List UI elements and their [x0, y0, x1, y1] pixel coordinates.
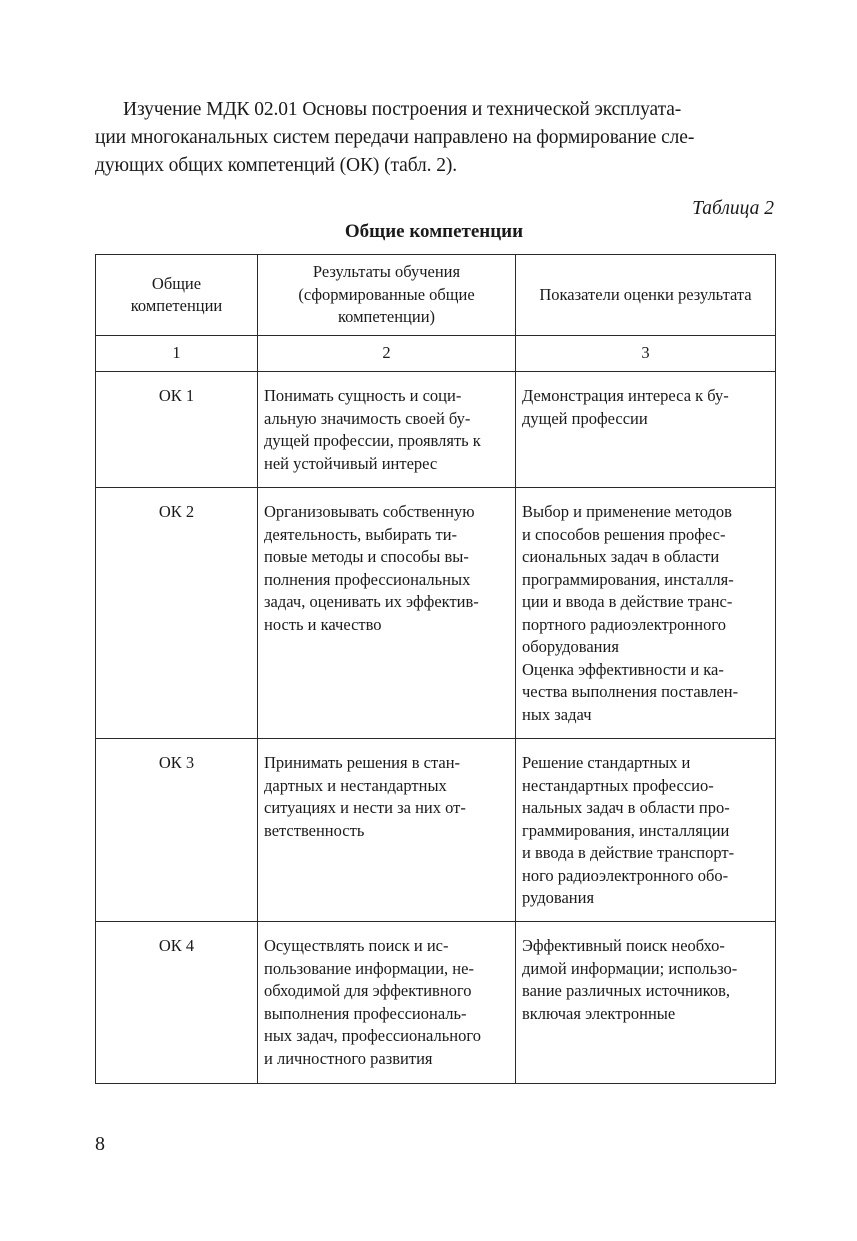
learning-result-line: альную значимость своей бу- — [264, 408, 471, 428]
learning-result — [258, 488, 516, 739]
evaluation-indicator-line: граммирования, инсталляции — [522, 820, 730, 840]
table-row — [96, 922, 776, 1084]
column-number: 1 — [96, 336, 258, 372]
evaluation-indicator-line: портного радиоэлектронного — [522, 614, 726, 634]
competency-code: ОК 1 — [96, 372, 258, 488]
learning-result — [258, 739, 516, 922]
evaluation-indicator-line: включая электронные — [522, 1003, 676, 1023]
evaluation-indicator-line: и ввода в действие транспорт- — [522, 843, 735, 862]
evaluation-indicator-line: ного радиоэлектронного обо- — [522, 865, 729, 885]
learning-result-line: полнения профессиональных — [264, 569, 471, 589]
evaluation-indicator — [516, 739, 776, 922]
evaluation-indicator-line: нестандартных профессио- — [522, 775, 714, 795]
learning-result-line: Осуществлять поиск и ис- — [264, 936, 449, 955]
column-number: 2 — [258, 336, 516, 372]
evaluation-indicator-line: Демонстрация интереса к бу- — [522, 386, 729, 405]
learning-result-line: ность и качество — [264, 614, 382, 634]
learning-result-line: пользование информации, не- — [264, 958, 474, 978]
evaluation-indicator-line: Решение стандартных и — [522, 753, 691, 772]
learning-result — [258, 922, 516, 1084]
table-header-row — [96, 255, 776, 336]
table-row — [96, 488, 776, 739]
table-row — [96, 372, 776, 488]
learning-result-line: Понимать сущность и соци- — [264, 386, 462, 405]
evaluation-indicator-line: оборудования — [522, 637, 619, 656]
learning-result-line: ней устойчивый интерес — [264, 453, 438, 473]
learning-result-line: дущей профессии, проявлять к — [264, 431, 481, 450]
header-learning-results: Результаты обучения (сформированные общие компетенции) — [258, 255, 516, 336]
learning-result-line: дартных и нестандартных — [264, 775, 447, 795]
table-title: Общие компетенции — [344, 221, 524, 242]
evaluation-indicator — [516, 922, 776, 1084]
page-number: 8 — [95, 1133, 105, 1155]
learning-result-line: ситуациях и нести за них от- — [264, 798, 466, 817]
learning-result-line: выполнения профессиональ- — [264, 1003, 467, 1023]
evaluation-indicator-line: ных задач — [522, 704, 592, 724]
competencies-table — [95, 254, 776, 1084]
competency-code: ОК 3 — [96, 739, 258, 922]
header-competencies: Общие компетенции — [96, 255, 258, 336]
evaluation-indicator-line: дущей профессии — [522, 408, 648, 428]
evaluation-indicator-line: вание различных источников, — [522, 981, 731, 1000]
learning-result-line: ных задач, профессионального — [264, 1026, 481, 1045]
competency-code: ОК 4 — [96, 922, 258, 1084]
intro-line: ции многоканальных систем передачи направлено на формирование сле- — [95, 127, 695, 148]
learning-result-line: Принимать решения в стан- — [264, 753, 461, 772]
table-row — [96, 739, 776, 922]
evaluation-indicator-line: нальных задач в области про- — [522, 798, 730, 817]
learning-result-line: повые методы и способы вы- — [264, 547, 469, 566]
competency-code: ОК 2 — [96, 488, 258, 739]
learning-result — [258, 372, 516, 488]
learning-result-line: задач, оценивать их эффектив- — [264, 592, 479, 611]
column-number: 3 — [516, 336, 776, 372]
evaluation-indicator — [516, 488, 776, 739]
evaluation-indicator-line: Выбор и применение методов — [522, 502, 732, 521]
intro-paragraph — [95, 96, 775, 180]
evaluation-indicator-line: димой информации; использо- — [522, 958, 738, 978]
intro-line: Изучение МДК 02.01 Основы построения и технической эксплуата- — [123, 99, 682, 120]
learning-result-line: Организовывать собственную — [264, 502, 475, 521]
table-label: Таблица 2 — [692, 198, 774, 219]
learning-result-line: и личностного развития — [264, 1048, 433, 1068]
learning-result-line: обходимой для эффективного — [264, 981, 472, 1000]
learning-result-line: ветственность — [264, 820, 365, 840]
learning-result-line: деятельность, выбирать ти- — [264, 524, 458, 544]
evaluation-indicator-line: чества выполнения поставлен- — [522, 682, 739, 701]
evaluation-indicator-line: и способов решения профес- — [522, 524, 726, 544]
evaluation-indicator-line: ции и ввода в действие транс- — [522, 592, 733, 611]
column-number-row — [96, 336, 776, 372]
evaluation-indicator-line: программирования, инсталля- — [522, 569, 734, 589]
evaluation-indicator-line: Эффективный поиск необхо- — [522, 936, 725, 955]
intro-line: дующих общих компетенций (ОК) (табл. 2). — [95, 155, 458, 176]
evaluation-indicator — [516, 372, 776, 488]
evaluation-indicator-line: рудования — [522, 888, 595, 907]
evaluation-indicator-line: сиональных задач в области — [522, 547, 720, 566]
header-evaluation-indicators: Показатели оценки результата — [516, 255, 776, 336]
evaluation-indicator-line: Оценка эффективности и ка- — [522, 659, 724, 679]
